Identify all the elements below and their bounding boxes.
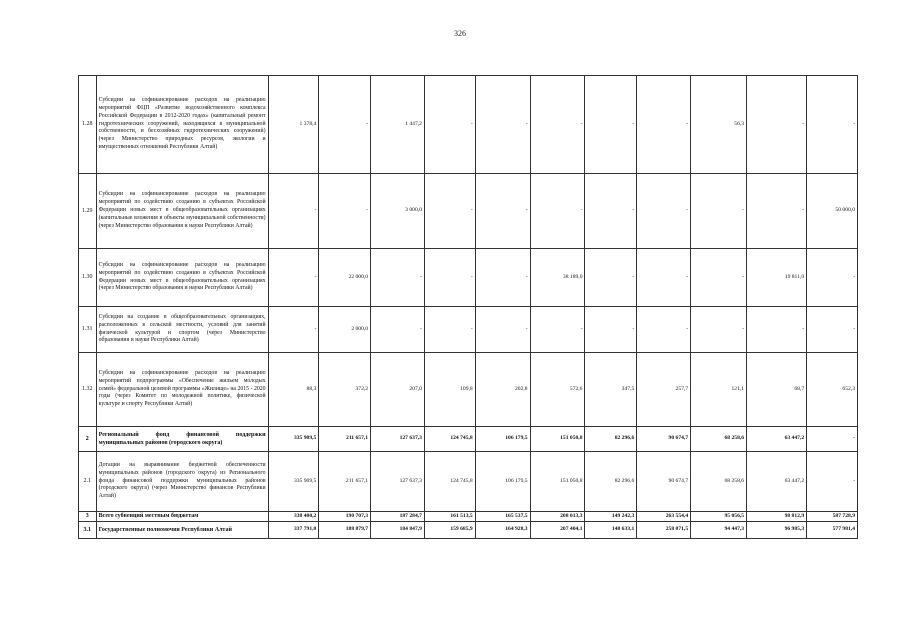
table-row xyxy=(79,427,858,452)
value-cell: - xyxy=(637,174,691,249)
value-cell: 22 000,0 xyxy=(319,249,371,307)
value-cell: 2 000,0 xyxy=(319,307,371,353)
value-cell: - xyxy=(424,307,475,353)
value-cell: 202,8 xyxy=(475,353,530,427)
value-cell: 1 378,4 xyxy=(268,76,319,174)
value-cell: 165 537,5 xyxy=(475,512,530,522)
table-row xyxy=(79,353,858,427)
table-row xyxy=(79,249,858,307)
value-cell: 572,6 xyxy=(530,353,585,427)
row-description: Всего субвенций местным бюджетам xyxy=(96,512,268,522)
value-cell: 98 812,9 xyxy=(747,512,807,522)
value-cell: 338 400,2 xyxy=(268,512,319,522)
row-description: Субсидии на софинансирование расходов на реализацию мероприятий по содействию созданию в субъектах Российской Федерации новых мест в общеобразовательных организациях (через Министерство образования и науки Республики Алтай) xyxy=(96,249,268,307)
value-cell: 211 657,1 xyxy=(319,452,371,512)
value-cell: 161 513,5 xyxy=(424,512,475,522)
value-cell: 190 707,3 xyxy=(319,512,371,522)
value-cell: 184 847,9 xyxy=(371,522,425,539)
value-cell: - xyxy=(475,307,530,353)
table-row xyxy=(79,76,858,174)
value-cell: - xyxy=(691,307,747,353)
value-cell: 211 657,1 xyxy=(319,427,371,452)
value-cell: 257,7 xyxy=(637,353,691,427)
value-cell: 187 284,7 xyxy=(371,512,425,522)
value-cell: 106 179,5 xyxy=(475,427,530,452)
value-cell: - xyxy=(424,249,475,307)
row-number: 1.32 xyxy=(79,353,97,427)
value-cell: 63 447,2 xyxy=(747,427,807,452)
value-cell: - xyxy=(268,174,319,249)
value-cell: - xyxy=(424,174,475,249)
value-cell: 95 056,5 xyxy=(691,512,747,522)
value-cell: - xyxy=(807,307,858,353)
value-cell: 82 296,6 xyxy=(585,427,637,452)
page-number: 326 xyxy=(454,29,466,38)
value-cell: 335 909,5 xyxy=(268,452,319,512)
value-cell: 94 447,3 xyxy=(691,522,747,539)
value-cell: - xyxy=(807,76,858,174)
value-cell: 587 728,9 xyxy=(807,512,858,522)
value-cell: 124 745,8 xyxy=(424,452,475,512)
value-cell: 106 179,5 xyxy=(475,452,530,512)
value-cell: 347,5 xyxy=(585,353,637,427)
row-number: 1.29 xyxy=(79,174,97,249)
value-cell: - xyxy=(637,249,691,307)
value-cell: 207,0 xyxy=(371,353,425,427)
value-cell: - xyxy=(747,76,807,174)
value-cell: 1 447,2 xyxy=(371,76,425,174)
value-cell: 164 928,3 xyxy=(475,522,530,539)
value-cell: - xyxy=(475,174,530,249)
row-description: Субсидии на софинансирование расходов на реализацию мероприятий подпрограммы «Обеспечение жильем молодых семей» федеральной целевой программы «Жилище» на 2015 - 2020 годы (через Комитет по молодежной политике, физической культуре и спорту Республики Алтай) xyxy=(96,353,268,427)
row-description: Региональный фонд финансовой поддержки муниципальных районов (городского округа) xyxy=(96,427,268,452)
row-description: Государственные полномочия Республики Алтай xyxy=(96,522,268,539)
value-cell: 188 879,7 xyxy=(319,522,371,539)
value-cell: - xyxy=(637,76,691,174)
value-cell: - xyxy=(475,76,530,174)
value-cell: 151 050,8 xyxy=(530,452,585,512)
row-number: 1.28 xyxy=(79,76,97,174)
value-cell: - xyxy=(747,307,807,353)
value-cell: - xyxy=(530,174,585,249)
row-number: 2.1 xyxy=(79,452,97,512)
value-cell: 207 404,1 xyxy=(530,522,585,539)
value-cell: 335 909,5 xyxy=(268,427,319,452)
value-cell: 68 258,6 xyxy=(691,427,747,452)
row-number: 1.30 xyxy=(79,249,97,307)
table-row xyxy=(79,522,858,539)
value-cell: - xyxy=(530,76,585,174)
table-row xyxy=(79,452,858,512)
value-cell: 68,7 xyxy=(747,353,807,427)
row-number: 2 xyxy=(79,427,97,452)
value-cell: - xyxy=(691,174,747,249)
row-description: Субсидии на создание в общеобразовательных организациях, расположенных в сельской местности, условий для занятий физической культурой и спортом (через Министерство образования и науки Республики Алтай) xyxy=(96,307,268,353)
value-cell: 3 000,0 xyxy=(371,174,425,249)
value-cell: 56,3 xyxy=(691,76,747,174)
value-cell: - xyxy=(424,76,475,174)
table-row xyxy=(79,307,858,353)
table-body xyxy=(79,76,858,539)
budget-table xyxy=(78,75,858,539)
value-cell: 121,1 xyxy=(691,353,747,427)
value-cell: - xyxy=(268,249,319,307)
row-number: 3 xyxy=(79,512,97,522)
value-cell: 124 745,8 xyxy=(424,427,475,452)
value-cell: 148 633,1 xyxy=(585,522,637,539)
value-cell: 652,3 xyxy=(807,353,858,427)
value-cell: 159 685,9 xyxy=(424,522,475,539)
value-cell: - xyxy=(807,452,858,512)
value-cell: 90 674,7 xyxy=(637,427,691,452)
value-cell: 208 013,3 xyxy=(530,512,585,522)
value-cell: - xyxy=(319,174,371,249)
value-cell: - xyxy=(747,174,807,249)
value-cell: 109,8 xyxy=(424,353,475,427)
table-row xyxy=(79,174,858,249)
value-cell: 88,3 xyxy=(268,353,319,427)
row-number: 3.1 xyxy=(79,522,97,539)
value-cell: - xyxy=(807,427,858,452)
value-cell: - xyxy=(585,307,637,353)
row-number: 1.31 xyxy=(79,307,97,353)
value-cell: 90 674,7 xyxy=(637,452,691,512)
value-cell: 149 242,3 xyxy=(585,512,637,522)
value-cell: - xyxy=(371,249,425,307)
value-cell: 337 791,0 xyxy=(268,522,319,539)
value-cell: 82 296,6 xyxy=(585,452,637,512)
value-cell: 50 000,0 xyxy=(807,174,858,249)
value-cell: 258 071,5 xyxy=(637,522,691,539)
value-cell: 38 189,0 xyxy=(530,249,585,307)
value-cell: 151 050,8 xyxy=(530,427,585,452)
value-cell: 96 985,3 xyxy=(747,522,807,539)
value-cell: - xyxy=(319,76,371,174)
row-description: Субсидии на софинансирование расходов на реализацию мероприятий по содействию созданию в субъектах Российской Федерации новых мест в общеобразовательных организациях (капитальные вложения в объекты муниципальной собственности) (через Министерство образования и науки Республики Алтай) xyxy=(96,174,268,249)
value-cell: - xyxy=(371,307,425,353)
value-cell: 263 554,4 xyxy=(637,512,691,522)
value-cell: 372,2 xyxy=(319,353,371,427)
value-cell: 127 637,3 xyxy=(371,452,425,512)
value-cell: - xyxy=(585,76,637,174)
value-cell: 68 258,6 xyxy=(691,452,747,512)
value-cell: - xyxy=(585,249,637,307)
value-cell: - xyxy=(807,249,858,307)
value-cell: - xyxy=(691,249,747,307)
value-cell: 577 981,4 xyxy=(807,522,858,539)
value-cell: - xyxy=(530,307,585,353)
value-cell: 63 447,2 xyxy=(747,452,807,512)
value-cell: - xyxy=(585,174,637,249)
value-cell: - xyxy=(475,249,530,307)
value-cell: 19 811,0 xyxy=(747,249,807,307)
value-cell: 127 637,3 xyxy=(371,427,425,452)
row-description: Дотации на выравнивание бюджетной обеспеченности муниципальных районов (городского округа) из Регионального фонда финансовой поддержки муниципальных районов (городского округа) (через Министерство финансов Республики Алтай) xyxy=(96,452,268,512)
row-description: Субсидии на софинансирование расходов на реализацию мероприятий ФЦП «Развитие водохозяйственного комплекса Российской Федерации в 2012-2020 годах» (капитальный ремонт гидротехнических сооружений, находящихся в муниципальной собственности, и бесхозяйных гидротехнических сооружений) (через Министерство природных ресурсов, экологии и имущественных отношений Республики Алтай) xyxy=(96,76,268,174)
table-row xyxy=(79,512,858,522)
value-cell: - xyxy=(268,307,319,353)
value-cell: - xyxy=(637,307,691,353)
